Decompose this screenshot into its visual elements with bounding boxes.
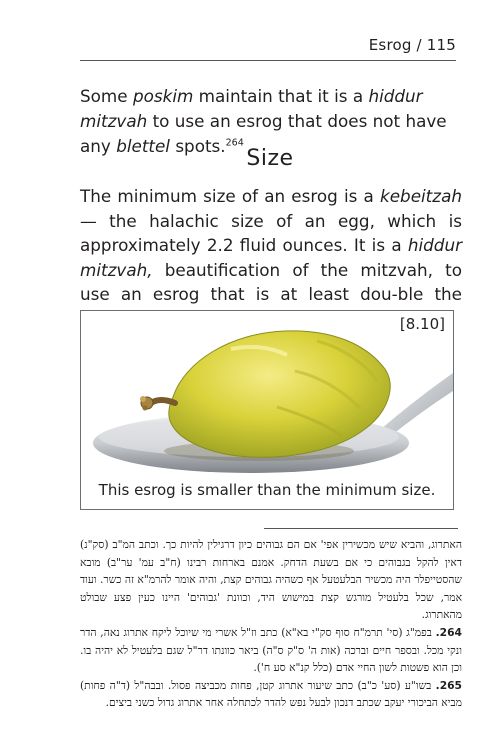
footnote-264: 264. בפמ"ג (סי' תרמ"ח סוף סק"י בא"א) כתב וז"ל אשרי מי שיוכל ליקח אתרוג נאה, הדר ונקי מכל. ובספר חיים וברכה (אות ה' ס"ק ס"ה) ביאר כוונתו דר"ל שגם בלעטיל לא יהיה בו. וכן הוא פשטות לשון החיי אדם (כלל קנ"א סע ח').: [80, 625, 462, 675]
figure-label: [8.10]: [399, 315, 445, 333]
figure-caption: This esrog is smaller than the minimum size.: [98, 481, 436, 499]
figure-esrog: [80, 310, 454, 510]
footnote-continued: האתרוג, והביא שיש מכשירין אפי' אם הם גבוהים כיון דרגילין להיות כך. וכתב המ"ב (סק"נ) דאין להקל בגבוהים כי אם בשעת הדחק. אמנם בארחות רבינו (ח"ב עמ' ער"ב) מובא שהסטייפלר היה מכשיר הבלעטעל אף כשהיה גבוהים קצת, והיה אומר להרמ"א זה כשר. ועוד אמר, שכל בלעטיל מורגש קצת במישוש היד, וכוונת 'גבוהים' היינו כעין פצע שבולט מהאתרוג.: [80, 538, 462, 622]
esrog-photo: [81, 311, 453, 509]
footnote-number: 264.: [435, 625, 462, 639]
spoon-handle: [381, 373, 453, 439]
footnotes: [80, 536, 462, 712]
footnote-number: 265.: [435, 678, 462, 692]
section-title: Size: [246, 146, 294, 171]
footnote-rule: [264, 528, 458, 529]
paragraph-size: The minimum size of an esrog is a kebeitzah — the halachic size of an egg, which is approximately 2.2 fluid ounces. It is a hiddur mitzvah, beautification of the mitzvah, to use an esrog that is at least dou-ble the: [80, 184, 462, 331]
esrog-stem: [151, 400, 175, 403]
running-head: Esrog / 115: [368, 36, 456, 54]
paragraph-blettel: Some poskim maintain that it is a hiddur mitzvah to use an esrog that does not have any blettel spots.$^{264}$: [80, 86, 447, 156]
header-rule: [80, 60, 456, 61]
footnote-ref-264: 264: [225, 137, 244, 149]
footnote-265: 265. בשו"ע (סע' כ"ב) כתב שיעור אתרוג קטן, פחות מכביצה פסול. ובבה"ל (ד"ה פחות) מביא הביכורי יעקב שכתב דנכון לבעל נפש להדר לכתחלה אחר אתרוג גדול כשני ביצים.: [80, 678, 462, 710]
